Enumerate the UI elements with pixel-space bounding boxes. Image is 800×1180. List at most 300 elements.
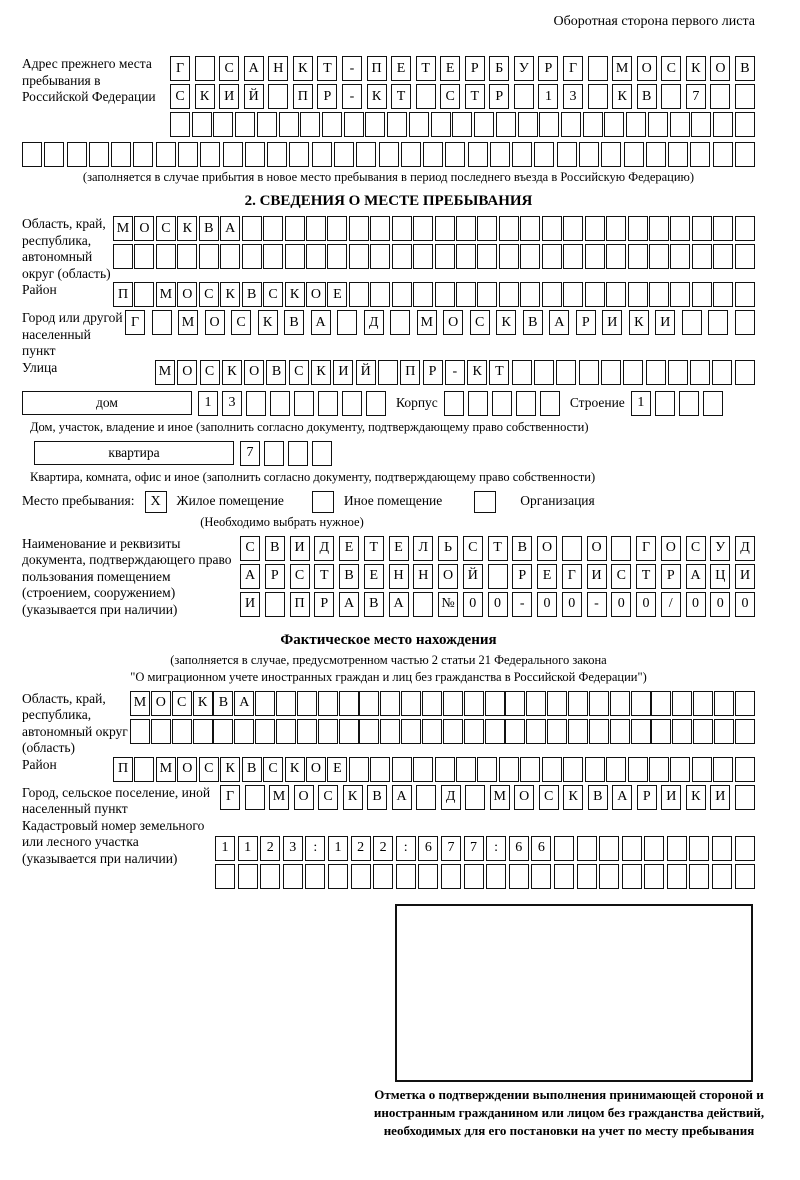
char-box: О xyxy=(587,536,607,561)
char-row xyxy=(22,142,755,167)
char-box xyxy=(134,282,154,307)
char-box: Е xyxy=(327,757,347,782)
char-box: К xyxy=(193,691,213,716)
char-box: Т xyxy=(489,360,509,385)
char-box xyxy=(672,719,692,744)
char-box xyxy=(628,244,648,269)
char-box xyxy=(713,216,733,241)
char-box xyxy=(561,112,581,137)
char-box: С xyxy=(318,785,338,810)
char-box: С xyxy=(470,310,490,335)
char-box: С xyxy=(661,56,681,81)
char-box xyxy=(435,757,455,782)
char-row xyxy=(130,719,755,744)
cadastre-label: Кадастровый номер земельного или лесного участка (указывается при наличии) xyxy=(22,817,205,866)
stroenie-cells xyxy=(631,391,723,416)
char-box xyxy=(456,282,476,307)
char-box xyxy=(606,216,626,241)
char-box xyxy=(279,112,299,137)
char-box xyxy=(441,864,461,889)
char-box: О xyxy=(537,536,557,561)
house-number-cells xyxy=(198,391,386,416)
char-box xyxy=(289,142,309,167)
char-box xyxy=(668,142,688,167)
char-box xyxy=(401,142,421,167)
section2-title: 2. СВЕДЕНИЯ О МЕСТЕ ПРЕБЫВАНИЯ xyxy=(244,193,533,209)
actual-city-label: Город, сельское поселение, иной населенный пункт xyxy=(22,784,211,816)
char-box xyxy=(255,719,275,744)
char-box xyxy=(710,84,730,109)
char-box xyxy=(692,282,712,307)
char-box xyxy=(713,244,733,269)
prev-address-label: Адрес прежнего места пребывания в Российской Федерации xyxy=(22,56,156,104)
char-box xyxy=(264,441,284,466)
char-box xyxy=(234,719,254,744)
char-box: И xyxy=(710,785,730,810)
char-box xyxy=(735,360,755,385)
char-box xyxy=(351,864,371,889)
char-box: - xyxy=(512,592,532,617)
checkbox-inoe xyxy=(312,491,334,513)
char-box: Г xyxy=(562,564,582,589)
char-box xyxy=(477,282,497,307)
char-box: : xyxy=(486,836,506,861)
char-box: Т xyxy=(314,564,334,589)
char-box: А xyxy=(311,310,331,335)
apartment-cells xyxy=(240,441,332,466)
char-box: К xyxy=(496,310,516,335)
char-box xyxy=(649,216,669,241)
char-box xyxy=(285,244,305,269)
char-box xyxy=(623,360,643,385)
char-row xyxy=(113,757,755,782)
stay-type-note: (Необходимо выбрать нужное) xyxy=(200,514,364,529)
char-box: В xyxy=(512,536,532,561)
char-box: № xyxy=(438,592,458,617)
char-box: Д xyxy=(364,310,384,335)
char-box: Д xyxy=(441,785,461,810)
char-box: / xyxy=(661,592,681,617)
char-box xyxy=(276,719,296,744)
char-box: О xyxy=(177,360,197,385)
char-box xyxy=(562,536,582,561)
char-box xyxy=(735,691,755,716)
char-box xyxy=(692,216,712,241)
char-box xyxy=(44,142,64,167)
char-box: С xyxy=(172,691,192,716)
char-box xyxy=(401,691,421,716)
char-box xyxy=(526,719,546,744)
char-box xyxy=(89,142,109,167)
char-box xyxy=(606,757,626,782)
char-box: С xyxy=(200,360,220,385)
char-box xyxy=(520,757,540,782)
char-box xyxy=(283,864,303,889)
char-box: С xyxy=(289,360,309,385)
char-box xyxy=(690,360,710,385)
apartment-type-box: квартира xyxy=(34,441,234,465)
char-row xyxy=(240,564,755,589)
char-box xyxy=(708,310,728,335)
char-box xyxy=(392,244,412,269)
checkbox-zhiloe: X xyxy=(145,491,167,513)
corner-note: Оборотная сторона первого листа xyxy=(553,14,755,29)
char-box xyxy=(456,244,476,269)
prev-address-block xyxy=(22,56,755,140)
char-row xyxy=(240,592,755,617)
char-box xyxy=(156,142,176,167)
char-box xyxy=(392,757,412,782)
char-box xyxy=(365,112,385,137)
char-box: Е xyxy=(327,282,347,307)
char-box: О xyxy=(294,785,314,810)
district-label: Район xyxy=(22,282,57,297)
char-box xyxy=(516,391,536,416)
char-box: К xyxy=(686,56,706,81)
char-box xyxy=(692,244,712,269)
char-box xyxy=(670,757,690,782)
char-box xyxy=(735,84,755,109)
char-box xyxy=(542,757,562,782)
char-box xyxy=(735,142,755,167)
char-box xyxy=(628,757,648,782)
char-box: О xyxy=(306,757,326,782)
char-box: : xyxy=(305,836,325,861)
char-box xyxy=(380,719,400,744)
char-box: О xyxy=(710,56,730,81)
char-box xyxy=(670,112,690,137)
char-box: Г xyxy=(170,56,190,81)
char-box xyxy=(626,112,646,137)
char-box: В xyxy=(199,216,219,241)
char-box xyxy=(263,216,283,241)
char-box: 0 xyxy=(636,592,656,617)
char-box xyxy=(589,691,609,716)
char-box xyxy=(631,719,651,744)
char-box xyxy=(542,216,562,241)
char-box xyxy=(644,864,664,889)
char-box: Т xyxy=(364,536,384,561)
char-box xyxy=(514,84,534,109)
char-box: Т xyxy=(488,536,508,561)
char-box: С xyxy=(611,564,631,589)
char-box xyxy=(542,282,562,307)
char-box: 2 xyxy=(373,836,393,861)
char-box: Ц xyxy=(710,564,730,589)
char-box xyxy=(297,691,317,716)
char-box: Е xyxy=(391,56,411,81)
char-box xyxy=(379,142,399,167)
char-box: Е xyxy=(537,564,557,589)
char-box xyxy=(563,757,583,782)
char-box: С xyxy=(263,757,283,782)
char-box xyxy=(267,142,287,167)
char-box: 1 xyxy=(238,836,258,861)
char-box: О xyxy=(306,282,326,307)
char-box: О xyxy=(438,564,458,589)
char-box xyxy=(520,282,540,307)
char-box xyxy=(585,244,605,269)
char-box: Е xyxy=(364,564,384,589)
char-box xyxy=(585,757,605,782)
char-box: В xyxy=(364,592,384,617)
char-box xyxy=(649,757,669,782)
cadastre-block xyxy=(22,818,755,892)
char-box xyxy=(422,719,442,744)
char-box xyxy=(200,142,220,167)
char-box xyxy=(215,864,235,889)
char-box: : xyxy=(396,836,416,861)
char-box xyxy=(714,719,734,744)
korpus-label: Корпус xyxy=(396,394,438,410)
char-box: У xyxy=(710,536,730,561)
char-box: Й xyxy=(244,84,264,109)
char-box xyxy=(306,216,326,241)
char-box: 2 xyxy=(260,836,280,861)
char-box: В xyxy=(523,310,543,335)
char-box xyxy=(735,757,755,782)
char-box: Г xyxy=(636,536,656,561)
char-box: - xyxy=(445,360,465,385)
char-box: Ь xyxy=(438,536,458,561)
char-box xyxy=(306,244,326,269)
char-box xyxy=(288,441,308,466)
char-box: Т xyxy=(391,84,411,109)
char-box xyxy=(416,785,436,810)
char-box xyxy=(370,282,390,307)
char-box xyxy=(579,360,599,385)
char-box: Г xyxy=(125,310,145,335)
char-box xyxy=(599,864,619,889)
char-box xyxy=(413,757,433,782)
char-box xyxy=(359,691,379,716)
char-box xyxy=(670,244,690,269)
char-box xyxy=(213,112,233,137)
char-box xyxy=(577,836,597,861)
stay-type-row xyxy=(22,491,755,513)
char-box: 0 xyxy=(611,592,631,617)
char-row xyxy=(170,56,755,81)
char-box: Т xyxy=(636,564,656,589)
city-label: Город или другой населенный пункт xyxy=(22,310,123,358)
char-box xyxy=(285,216,305,241)
char-box xyxy=(474,112,494,137)
char-box: В xyxy=(339,564,359,589)
region-label: Область, край, республика, автономный округ (область) xyxy=(22,216,111,281)
char-box xyxy=(568,719,588,744)
char-box xyxy=(192,112,212,137)
house-note: Дом, участок, владение и иное (заполнить согласно документу, подтверждающему право собственности) xyxy=(30,419,589,434)
char-box xyxy=(713,282,733,307)
char-box xyxy=(199,244,219,269)
char-box: К xyxy=(195,84,215,109)
char-box xyxy=(396,864,416,889)
char-box xyxy=(520,216,540,241)
char-box xyxy=(485,691,505,716)
char-box xyxy=(735,282,755,307)
char-box xyxy=(349,216,369,241)
char-box: М xyxy=(156,757,176,782)
char-box xyxy=(534,142,554,167)
char-box xyxy=(235,112,255,137)
char-box: 7 xyxy=(686,84,706,109)
char-box xyxy=(649,282,669,307)
char-box xyxy=(588,56,608,81)
char-box xyxy=(268,84,288,109)
char-box xyxy=(373,864,393,889)
char-box xyxy=(703,391,723,416)
char-box xyxy=(413,592,433,617)
char-box xyxy=(152,310,172,335)
char-box: С xyxy=(219,56,239,81)
house-row xyxy=(22,391,755,416)
char-box xyxy=(464,691,484,716)
char-box: 0 xyxy=(488,592,508,617)
char-box xyxy=(477,216,497,241)
street-block xyxy=(22,360,755,388)
char-box xyxy=(651,719,671,744)
char-box: М xyxy=(130,691,150,716)
char-box: Т xyxy=(317,56,337,81)
char-box: К xyxy=(293,56,313,81)
char-row xyxy=(155,360,755,385)
char-box: О xyxy=(134,216,154,241)
char-box: К xyxy=(285,282,305,307)
char-box: Р xyxy=(317,84,337,109)
char-box xyxy=(713,142,733,167)
char-box: Т xyxy=(416,56,436,81)
char-box xyxy=(465,785,485,810)
char-box xyxy=(604,112,624,137)
char-box: 3 xyxy=(563,84,583,109)
char-box xyxy=(554,836,574,861)
char-box xyxy=(735,719,755,744)
char-box: П xyxy=(290,592,310,617)
char-box xyxy=(344,112,364,137)
char-box xyxy=(563,216,583,241)
char-box: И xyxy=(240,592,260,617)
char-row xyxy=(170,84,755,109)
char-box: К xyxy=(220,757,240,782)
char-box xyxy=(318,391,338,416)
checkbox-org xyxy=(474,491,496,513)
char-row xyxy=(113,244,755,269)
char-box xyxy=(156,244,176,269)
char-box: Г xyxy=(563,56,583,81)
char-box: 0 xyxy=(463,592,483,617)
char-box: Д xyxy=(735,536,755,561)
char-box xyxy=(297,719,317,744)
char-box xyxy=(464,719,484,744)
char-box: Н xyxy=(413,564,433,589)
char-box xyxy=(622,864,642,889)
actual-location-title: Фактическое место нахождения xyxy=(280,631,497,648)
char-box xyxy=(583,112,603,137)
stay-type-label: Место пребывания: xyxy=(22,493,135,509)
char-box xyxy=(409,112,429,137)
char-box xyxy=(387,112,407,137)
char-box xyxy=(610,719,630,744)
char-box: 1 xyxy=(328,836,348,861)
char-box: О xyxy=(205,310,225,335)
char-box: К xyxy=(285,757,305,782)
document-block xyxy=(22,536,755,620)
char-box xyxy=(342,391,362,416)
char-box: С xyxy=(170,84,190,109)
char-box: О xyxy=(244,360,264,385)
char-box: С xyxy=(263,282,283,307)
char-box xyxy=(631,691,651,716)
char-box xyxy=(492,391,512,416)
char-box: 0 xyxy=(686,592,706,617)
char-box xyxy=(337,310,357,335)
char-box: А xyxy=(686,564,706,589)
char-box: А xyxy=(244,56,264,81)
char-box xyxy=(312,142,332,167)
char-box: Т xyxy=(465,84,485,109)
char-box xyxy=(435,244,455,269)
char-box: В xyxy=(735,56,755,81)
char-box xyxy=(294,391,314,416)
char-box xyxy=(223,142,243,167)
char-box xyxy=(556,360,576,385)
char-box xyxy=(667,836,687,861)
char-box xyxy=(133,142,153,167)
char-box xyxy=(349,757,369,782)
char-box: К xyxy=(563,785,583,810)
char-box xyxy=(257,112,277,137)
char-box: А xyxy=(549,310,569,335)
char-box: В xyxy=(284,310,304,335)
char-box xyxy=(735,112,755,137)
char-box xyxy=(246,391,266,416)
char-box xyxy=(443,691,463,716)
char-box xyxy=(735,244,755,269)
char-box: Р xyxy=(576,310,596,335)
char-box xyxy=(672,691,692,716)
char-row xyxy=(215,864,755,889)
char-box xyxy=(413,244,433,269)
char-box: В xyxy=(367,785,387,810)
char-box xyxy=(606,282,626,307)
char-box xyxy=(327,244,347,269)
char-box xyxy=(318,719,338,744)
char-box xyxy=(134,244,154,269)
char-box xyxy=(499,244,519,269)
actual-region-label: Область, край, республика, автономный округ (область) xyxy=(22,690,128,755)
char-box xyxy=(649,244,669,269)
char-box xyxy=(646,142,666,167)
char-box xyxy=(456,757,476,782)
char-box: М xyxy=(612,56,632,81)
char-box xyxy=(589,719,609,744)
stamp-box xyxy=(395,904,753,1082)
char-row xyxy=(113,216,755,241)
char-box xyxy=(172,719,192,744)
char-box: 6 xyxy=(418,836,438,861)
char-box: К xyxy=(177,216,197,241)
char-box xyxy=(413,216,433,241)
char-box xyxy=(577,864,597,889)
char-box xyxy=(238,864,258,889)
char-box xyxy=(220,244,240,269)
char-row xyxy=(113,282,755,307)
char-box: С xyxy=(463,536,483,561)
char-box xyxy=(390,310,410,335)
char-box xyxy=(418,864,438,889)
char-box xyxy=(554,864,574,889)
char-box xyxy=(485,719,505,744)
